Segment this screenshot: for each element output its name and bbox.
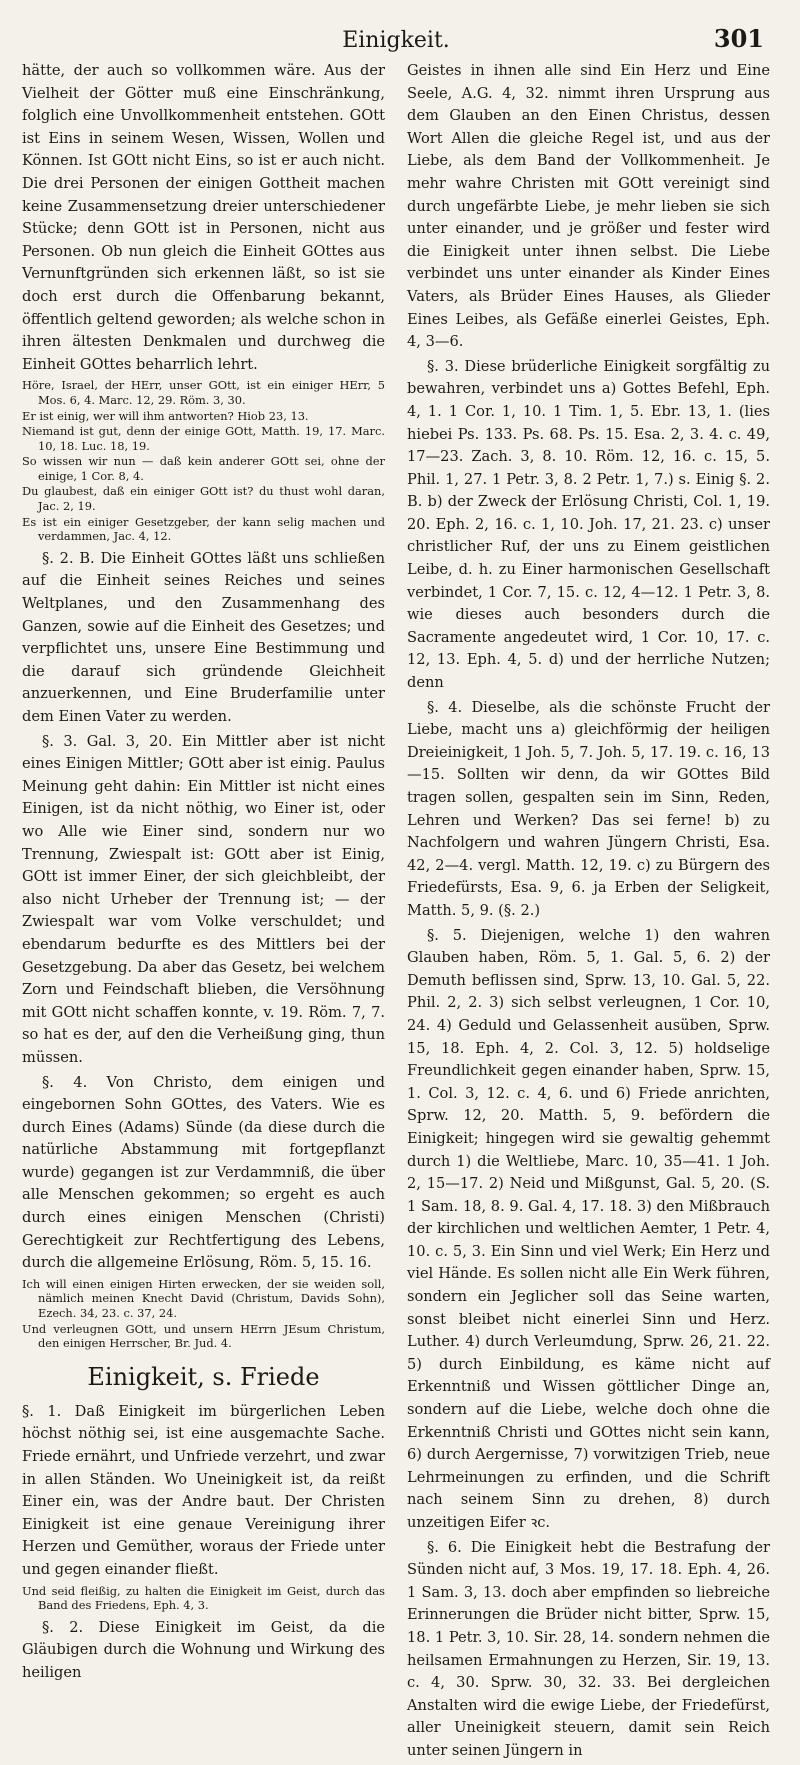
scripture-quote: So wissen wir nun — daß kein anderer GOtt sei, ohne der einige, 1 Cor. 8, 4. [22, 454, 385, 483]
paragraph: §. 4. Dieselbe, als die schönste Frucht der Liebe, macht uns a) gleichförmig der heiligen Dreieinigkeit, 1 Joh. 5, 7. Joh. 5, 17. 19. c. 16, 13—15. Sollten wir denn, da wir GOttes Bild tragen sollen, gespalten sein im Sinn, Reden, Lehren und Werken? Das sei ferne! b) zu Nachfolgern und wahren Jüngern Christi, Esa. 42, 2—4. vergl. Matth. 12, 19. c) zu Bürgern des Friedefürsts, Esa. 9, 6. ja Erben der Seligkeit, Matth. 5, 9. (§. 2.) [407, 698, 770, 919]
left-column [22, 60, 385, 1765]
right-column [407, 60, 770, 1765]
paragraph: §. 6. Die Einigkeit hebt die Bestrafung der Sünden nicht auf, 3 Mos. 19, 17. 18. Eph. 4, 26. 1 Sam. 3, 13. doch aber empfinden so liebreiche Erinnerungen die Brüder nicht bitter, Sprw. 15, 18. 1 Petr. 3, 10. Sir. 28, 14. sondern nehmen die heilsamen Ermahnungen zu Herzen, Sir. 19, 13. c. 4, 30. Sprw. 30, 32. 33. Bei dergleichen Anstalten wird die ewige Liebe, der Friedefürst, aller Uneinigkeit steuern, damit sein Reich unter seinen Jüngern in [407, 1538, 770, 1759]
paragraph: §. 3. Gal. 3, 20. Ein Mittler aber ist nicht eines Einigen Mittler; GOtt aber ist einig. Paulus Meinung geht dahin: Ein Mittler ist nicht eines Einigen, ist da nicht nöthig, wo Einer ist, oder wo Alle wie Einer sind, sondern nur wo Trennung, Zwiespalt ist: GOtt aber ist Einig, GOtt ist immer Einer, der sich gleichbleibt, der also nicht Urheber der Trennung ist; — der Zwiespalt war vom Volke verschuldet; und ebendarum bedurfte es des Mittlers bei der Gesetzgebung. Da aber das Gesetz, bei welchem Zorn und Feindschaft blieben, die Versöhnung mit GOtt nicht schaffen konnte, v. 19. Röm. 7, 7. so hat es der, auf den die Verheißung ging, thun müssen. [22, 732, 385, 1066]
paragraph: §. 5. Diejenigen, welche 1) den wahren Glauben haben, Röm. 5, 1. Gal. 5, 6. 2) der Demuth beflissen sind, Sprw. 13, 10. Gal. 5, 22. Phil. 2, 2. 3) sich selbst verleugnen, 1 Cor. 10, 24. 4) Geduld und Gelassenheit ausüben, Sprw. 15, 18. Eph. 4, 2. Col. 3, 12. 5) holdselige Freundlichkeit gegen einander haben, Sprw. 15, 1. Col. 3, 12. c. 4, 6. und 6) Friede anrichten, Sprw. 12, 20. Matth. 5, 9. befördern die Einigkeit; hingegen wird sie gewaltig gehemmt durch 1) die Weltliebe, Marc. 10, 35—41. 1 Joh. 2, 15—17. 2) Neid und Mißgunst, Gal. 5, 20. (S. 1 Sam. 18, 8. 9. Gal. 4, 17. 18. 3) den Mißbrauch der kirchlichen und weltlichen Aemter, 1 Petr. 4, 10. c. 5, 3. Ein Sinn und viel Werk; Ein Herz und viel Hände. Es sollen nicht alle Ein Werk führen, sondern ein Jeglicher soll das Seine warten, sonst bleibet nicht einerlei Sinn und Herz. Luther. 4) durch Verleumdung, Sprw. 26, 21. 22. 5) durch Einbildung, es käme nicht auf Erkenntniß und Wissen göttlicher Dinge an, sondern auf die Liebe, welche doch ohne die Erkenntniß Christi und GOttes nicht sein kann, 6) durch Aergernisse, 7) vorwitzigen Trieb, neue Lehrmeinungen zu erfinden, und die Schrift nach seinem Sinn zu drehen, 8) durch unzeitigen Eifer ꝛc. [407, 926, 770, 1531]
page-header [22, 14, 770, 60]
text-columns [22, 60, 770, 1765]
paragraph: §. 1. Daß Einigkeit im bürgerlichen Leben höchst nöthig sei, ist eine ausgemachte Sache. Friede ernährt, und Unfriede verzehrt, und zwar in allen Ständen. Wo Uneinigkeit ist, da reißt Einer ein, was der Andre baut. Der Christen Einigkeit ist eine genaue Vereinigung ihrer Herzen und Gemüther, woraus der Friede unter und gegen einander fließt. [22, 1402, 385, 1578]
paragraph: §. 4. Von Christo, dem einigen und eingebornen Sohn GOttes, des Vaters. Wie es durch Eines (Adams) Sünde (da diese durch die natürliche Abstammung mit fortgepflanzt wurde) gegangen ist zur Verdammniß, die über alle Menschen gekommen; so ergeht es auch durch eines einigen Menschen (Christi) Gerechtigkeit zur Rechtfertigung des Lebens, durch die allgemeine Erlösung, Röm. 5, 15. 16. [22, 1073, 385, 1272]
paragraph: hätte, der auch so vollkommen wäre. Aus der Vielheit der Götter muß eine Einschränkung, folglich eine Unvollkommenheit entstehen. GOtt ist Eins in seinem Wesen, Wissen, Wollen und Können. Ist GOtt nicht Eins, so ist er auch nicht. Die drei Personen der einigen Gottheit machen keine Zusammensetzung dreier unterschiedener Stücke; denn GOtt ist in Personen, nicht aus Personen. Ob nun gleich die Einheit GOttes aus Vernunftgründen sich erkennen läßt, so ist sie doch erst durch die Offenbarung bekannt, öffentlich geltend geworden; als welche schon in ihren ältesten Denkmalen und durchweg die Einheit GOttes beharrlich lehrt. [22, 62, 385, 373]
paragraph: Geistes in ihnen alle sind Ein Herz und Eine Seele, A.G. 4, 32. nimmt ihren Ursprung aus dem Glauben an den Einen Christus, dessen Wort Allen die gleiche Regel ist, und aus der Liebe, als dem Band der Vollkommenheit. Je mehr wahre Christen mit GOtt vereinigt sind durch ungefärbte Liebe, je mehr lieben sie sich unter einander, und je größer und fester wird die Einigkeit unter ihnen selbst. Die Liebe verbindet uns unter einander als Kinder Eines Vaters, als Brüder Eines Hauses, als Glieder Eines Leibes, als Gefäße einerlei Geistes, Eph. 4, 3—6. [407, 62, 770, 351]
scripture-quote: Und verleugnen GOtt, und unsern HErrn JEsum Christum, den einigen Herrscher, Br. Jud. 4. [22, 1321, 385, 1351]
scripture-quotes [22, 1277, 385, 1351]
scripture-quotes [22, 378, 385, 544]
paragraph: §. 3. Diese brüderliche Einigkeit sorgfältig zu bewahren, verbindet uns a) Gottes Befehl, Eph. 4, 1. 1 Cor. 1, 10. 1 Tim. 1, 5. Ebr. 13, 1. (lies hiebei Ps. 133. Ps. 68. Ps. 15. Esa. 2, 3. 4. c. 49, 17—23. Zach. 3, 8. 10. Röm. 12, 16. c. 15, 5. Phil. 1, 27. 1 Petr. 3, 8. 2 Petr. 1, 7.) s. Einig §. 2. B. b) der Zweck der Erlösung Christi, Col. 1, 19. 20. Eph. 2, 16. c. 1, 10. Joh. 17, 21. 23. c) unser christlicher Ruf, der uns zu Einem geistlichen Leibe, d. h. zu Einer harmonischen Gesellschaft verbindet, 1 Cor. 7, 15. c. 12, 4—12. 1 Petr. 3, 8. wie dieses auch besonders durch die Sacramente angedeutet wird, 1 Cor. 10, 17. c. 12, 13. Eph. 4, 5. d) und der herrliche Nutzen; denn [407, 357, 770, 692]
scripture-quote: Und seid fleißig, zu halten die Einigkeit im Geist, durch das Band des Friedens, Eph. 4, 3. [22, 1583, 385, 1613]
paragraph: §. 2. Diese Einigkeit im Geist, da die Gläubigen durch die Wohnung und Wirkung des heiligen [22, 1618, 385, 1681]
scripture-quotes [22, 1584, 385, 1613]
running-title: Einigkeit. [342, 28, 450, 53]
scripture-quote: Er ist einig, wer will ihm antworten? Hiob 23, 13. [22, 408, 309, 423]
page-number: 301 [713, 24, 764, 53]
scripture-quote: Ich will einen einigen Hirten erwecken, der sie weiden soll, nämlich meinen Knecht David (Christum, Davids Sohn), Ezech. 34, 23. c. 37, 24. [22, 1276, 385, 1321]
scripture-quote: Du glaubest, daß ein einiger GOtt ist? du thust wohl daran, Jac. 2, 19. [22, 484, 385, 514]
scripture-quote: Es ist ein einiger Gesetzgeber, der kann selig machen und verdammen, Jac. 4, 12. [22, 514, 385, 544]
paragraph: §. 2. B. Die Einheit GOttes läßt uns schließen auf die Einheit seines Reiches und seines Weltplanes, und den Zusammenhang des Ganzen, sowie auf die Einheit des Gesetzes; und verpflichtet uns, unsere Eine Bestimmung und die darauf sich gründende Gleichheit anzuerkennen, und Eine Bruderfamilie unter dem Einen Vater zu werden. [22, 549, 385, 725]
scripture-quote: Höre, Israel, der HErr, unser GOtt, ist ein einiger HErr, 5 Mos. 6, 4. Marc. 12, 29. Röm. 3, 30. [22, 378, 385, 407]
scripture-quote: Niemand ist gut, denn der einige GOtt, Matth. 19, 17. Marc. 10, 18. Luc. 18, 19. [22, 424, 385, 453]
section-heading: Einigkeit, s. Friede [87, 1362, 320, 1391]
